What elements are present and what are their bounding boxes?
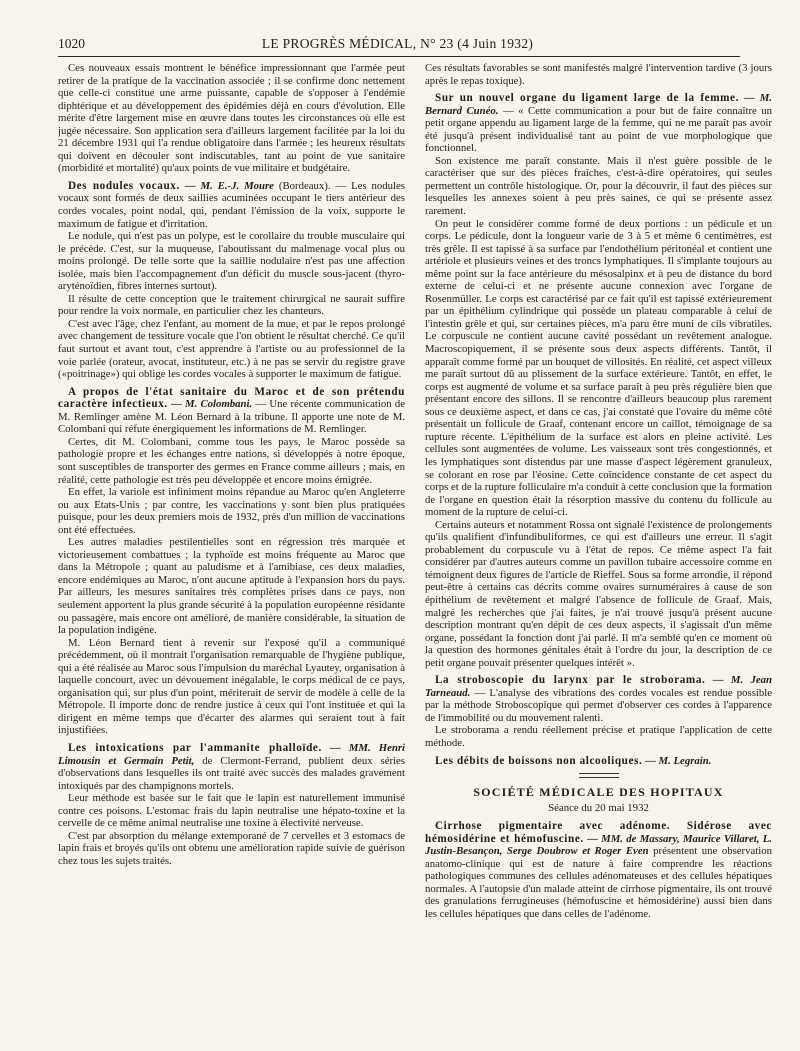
running-title: LE PROGRÈS MÉDICAL, N° 23 (4 Juin 1932)	[261, 36, 534, 51]
paragraph: En effet, la variole est infiniment moins répandue au Maroc qu'en Angleterre ou aux Etats-Unis ; par contre, les vaccinations y sont bien plus pratiquées puisque, pour les deux premiers mois de 1932, près d'un million de vaccinations ont été effectuées.	[58, 486, 405, 536]
paragraph: Certains auteurs et notamment Rossa ont signalé l'existence de prolongements qu'ils qualifient d'infundibuliformes, ce qui est d'ailleurs une erreur. Il s'agit probablement du corpuscule vu à l'état de repos. Ce même aspect l'a fait considérer par d'autres auteurs comme un pavillon tubaire accessoire comme en témoignent deux figures de l'article de Rieffel. Sous sa forme arrondie, il répond peut-être à certains cas décrits comme ovaires surnuméraires à cause de son épithélium de revêtement et malgré l'absence de follicule de Graaf. Mais, malgré les recherches que j'ai faites, je n'ai trouvé jusqu'à présent aucune description montrant qu'en dépit de ces deux aspects, il s'agissait d'un même organe, possédant la fonction dont j'ai parlé. Il m'a semblé qu'en ce moment où la question des hormones génitales était à l'ordre du jour, la description de ce petit organe pouvait présenter quelques intérêt ».	[425, 518, 772, 669]
page-number: 1020	[58, 36, 85, 51]
article-heading: A propos de l'état sanitaire du Maroc et de son prétendu caractère infectieux.	[58, 385, 405, 411]
paragraph: — « Cette communication a pour but de faire connaître un petit organe appendu au ligament large de la femme, qui ne me paraît pas avoir été jusqu'à présent individualisé tant au point de vue morphologique que fonctionnel.	[425, 104, 772, 155]
article-cirrhose	[425, 820, 772, 920]
seance-date: Séance du 20 mai 1932	[548, 801, 649, 814]
article-debits-boissons	[425, 755, 772, 768]
article-author: — M. Legrain.	[645, 754, 712, 767]
article-author: — M. E.-J. Moure	[184, 179, 274, 192]
article-heading: Sur un nouvel organe du ligament large de la femme.	[435, 92, 740, 105]
paragraph: — L'analyse des vibrations des cordes vocales est rendue possible par la méthode Stroboscopique qui permet d'observer ces cordes à l'apparence de l'immobilité ou du mouvement ralenti.	[425, 686, 772, 724]
paragraph: présentent une observation anatomo-clinique qui est de nature à faire comprendre les réactions pathologiques communes des cellules adénomateuses et des cellules hépatiques normales. A l'autopsie d'un malade atteint de cirrhose pigmentaire, ils ont trouvé des granulations ferrugineuses (hémofuscine et hémosidérine) aussi bien dans les cellules hépatiques que dans celles de l'adénome.	[425, 845, 772, 920]
article-heading: La stroboscopie du larynx par le stroborama.	[435, 674, 706, 687]
article-amanite-phalloide	[58, 742, 405, 867]
paragraph: Le nodule, qui n'est pas un polype, est le corollaire du trouble musculaire qui le précède. C'est, sur la muqueuse, l'aboutissant du malmenage vocal plus ou moins prolongé. De telle sorte que la saillie nodulaire n'est pas une affection isolée, mais bien l'accompagnement d'un déficit du muscle sous-jacent (thyro-aryténoïdien, fibres internes surtout).	[58, 230, 405, 293]
paragraph: M. Léon Bernard tient à revenir sur l'exposé qu'il a communiqué précédemment, où il montrait l'organisation remarquable de l'hygiène publique, qui a été réalisée au Maroc sous l'impulsion du maréchal Lyautey, organisation à laquelle concourt, avec un dévouement inégalable, le corps médical de ce pays, organisation qui, sur plus d'un point, mériterait de servir de modèle à celle de la Métropole. Il importe donc de rendre justice à ceux qui l'ont instituée et qui la dirigent en même temps que d'écarter des alarmes qui seraient tout à fait injustifiées.	[58, 636, 405, 737]
paragraph: C'est avec l'âge, chez l'enfant, au moment de la mue, et par le repos prolongé avec changement de tessiture vocale que l'on obtient le résultat cherché. Ce qu'il faut surtout et avant tout, c'est apprendre à l'artiste ou au professionnel de la voie parlée (orateur, avocat, instituteur, etc.) à ne pas se servir du registre grave («poitrinage») qui oblige les cordes vocales à supporter le maximum de fatigue.	[58, 317, 405, 381]
paragraph: Ces résultats favorables se sont manifestés malgré l'intervention tardive (3 jours après le repas toxique).	[425, 62, 772, 87]
article-author: — M. Bernard Cunéo.	[425, 92, 772, 117]
paragraph: — Une récente communication de M. Remlinger amène M. Léon Bernard à la tribune. Il apporte une note de M. Colombani qui réfute énergiquement les informations de M. Remlinger.	[58, 398, 405, 436]
paragraph: Son existence me paraît constante. Mais il n'est guère possible de le caractériser que sur des pièces fraîches, c'est-à-dire opératoires, qui seules permettent un contrôle histologique. Or, pour la découvrir, il faut des pièces sur lesquelles les annexes soient à peu près saines, ce qui se présente assez rarement.	[425, 154, 772, 218]
article-author: — M. Colombani.	[171, 398, 253, 411]
article-heading: Des nodules vocaux.	[68, 179, 180, 192]
article-heading: Les débits de boissons non alcooliques.	[435, 754, 643, 767]
running-header	[58, 28, 740, 57]
right-column	[425, 62, 772, 1021]
article-heading: Les intoxications par l'ammanite phalloïde.	[68, 741, 322, 754]
paragraph: Leur méthode est basée sur le fait que le lapin est naturellement immunisé contre ces poisons. L'estomac frais du lapin neutralise une hépato-toxine et la cervelle de ce même animal neutralise une toxine à électivité nerveuse.	[58, 792, 405, 830]
article-maroc	[58, 386, 405, 737]
left-column	[58, 62, 405, 1021]
paragraph: C'est par absorption du mélange extemporané de 7 cervelles et 3 estomacs de lapin frais et broyés qu'ils ont obtenu une amélioration rapide suivie de guérison chez tous les sujets traités.	[58, 829, 405, 867]
paragraph: On peut le considérer comme formé de deux portions : un pédicule et un corps. Le pédicule, dont la longueur varie de 3 à 5 et même 6 centimètres, est très grêle. Il est tapissé à sa surface par l'endothélium péritonéal et contient une artériole et plusieurs veines et des troncs lymphatiques. Il s'implante toujours au même point sur la face antérieure du mésosalpinx et à peu de distance du bord externe de celui-ci et ne présente aucune connexion avec l'organe de Rosenmüller. Le corps est caractérisé par ce fait qu'il est tapissé extérieurement par un épithélium cylindrique qui possède un plateau comparable à celui de l'intestin grêle et qui, sur certaines pièces, m'a paru être muni de cils vibratiles. Le corpuscule ne contient aucune cavité possédant un revêtement analogue. Macroscopiquement, il se présente sous deux aspects différents. Tantôt, il apparaît comme formé par un bouquet de villosités. En réalité, cet aspect villeux me paraît surtout dû au plissement de la surface extérieure. Tantôt, en effet, le corps est augmenté de volume et sa surface paraît à peu près régulière bien que présentant encore des sillons. Il se rencontre d'ailleurs beaucoup plus rarement sous ce deuxième aspect, et dans ce cas, j'ai constaté que l'ovaire du même côté présentait un follicule de Graaf, contenant encore un caillot, témoignage de sa rupture récente. L'épithélium de la surface est alors en pleine activité. Les cellules sont augmentées de volume. Les vaisseaux sont très congestionnés, et les lymphatiques sont distendus par une masse d'aspect légèrement granuleux, se colorant en rose par l'éosine. Cette coïncidence constante de cet aspect du corps et de la rupture folliculaire m'a conduit à cette conclusion que la formation de l'organe en question était la résorption massive du contenu du follicule au moment de la rupture de celui-ci.	[425, 217, 772, 519]
section-divider	[579, 773, 619, 778]
article-author: — M. Jean Tarneaud.	[425, 674, 772, 699]
vaccination-paragraph: Ces nouveaux essais montrent le bénéfice impressionnant que l'armée peut retirer de la pratique de la vaccination associée ; il se confirme donc nettement que celle-ci constitue une arme puissante, capable de s'opposer à l'endémie diphtérique et au développement des épidémies déjà en cours d'évolution. Elle mérite d'être largement mise en œuvre dans toutes les circonstances où elle est jugée nécessaire. Son application sera d'ailleurs largement facilitée par la loi du 21 décembre 1931 qui l'a rendue obligatoire dans l'armée ; les heureux résultats qui doivent en découler sont indiscutables, tant au point de vue sanitaire (morbidité et mortalité) qu'aux points de vue militaire et budgétaire.	[58, 62, 405, 175]
paragraph: Il résulte de cette conception que le traitement chirurgical ne saurait suffire pour rendre la voix normale, en particulier chez les chanteurs.	[58, 292, 405, 318]
paragraph: Les nodules vocaux sont formés de deux saillies acuminées occupant le tiers antérieur des cordes vocales, point nodal, qui, pendant l'émission de la voix, supporte le maximum de fatigue et d'irritation.	[58, 179, 405, 230]
paragraph: Le stroborama a rendu réellement précise et pratique l'application de cette méthode.	[425, 724, 772, 749]
article-place: (Bordeaux). —	[278, 179, 347, 192]
article-author: — MM. Henri Limousin et Germain Petit,	[58, 741, 405, 767]
article-ligament-large	[425, 92, 772, 669]
paragraph: Certes, dit M. Colombani, comme tous les pays, le Maroc possède sa pathologie propre et les échanges entre nations, si développés à notre époque, sont susceptibles de transporter des germes en France comme ailleurs ; mais, en réalité, cette pathologie est très peu développée et encore moins émigrée.	[58, 435, 405, 486]
article-author: — MM. de Massary, Maurice Villaret, L. Justin-Besançon, Serge Doubrow et Roger Even	[425, 832, 772, 858]
article-stroboscopie	[425, 674, 772, 749]
paragraph: de Clermont-Ferrand, publient deux séries d'observations dans lesquelles ils ont traité avec succès des malades gravement intoxiqués par des champignons mortels.	[58, 754, 405, 792]
society-title: SOCIÉTÉ MÉDICALE DES HOPITAUX	[473, 785, 724, 800]
paragraph: Les autres maladies pestilentielles sont en régression très marquée et victorieusement combattues ; la typhoïde est moins fréquente au Maroc que dans la Métropole ; quant au paludisme et à l'amibiase, ces deux maladies, encore endémiques au Maroc, n'ont aucune aptitude à l'expansion hors du pays. Par ailleurs, les mesures sanitaires très complètes prises dans ce pays, non seulement apportent la plus grande sécurité à la population européenne résidante ou passagère, mais encore ont amélioré, de manière considérable, la situation de la population indigène.	[58, 536, 405, 637]
article-heading: Cirrhose pigmentaire avec adénome. Sidérose avec hémosidérine et hémofuscine.	[425, 820, 772, 845]
article-nodules-vocaux	[58, 180, 405, 381]
